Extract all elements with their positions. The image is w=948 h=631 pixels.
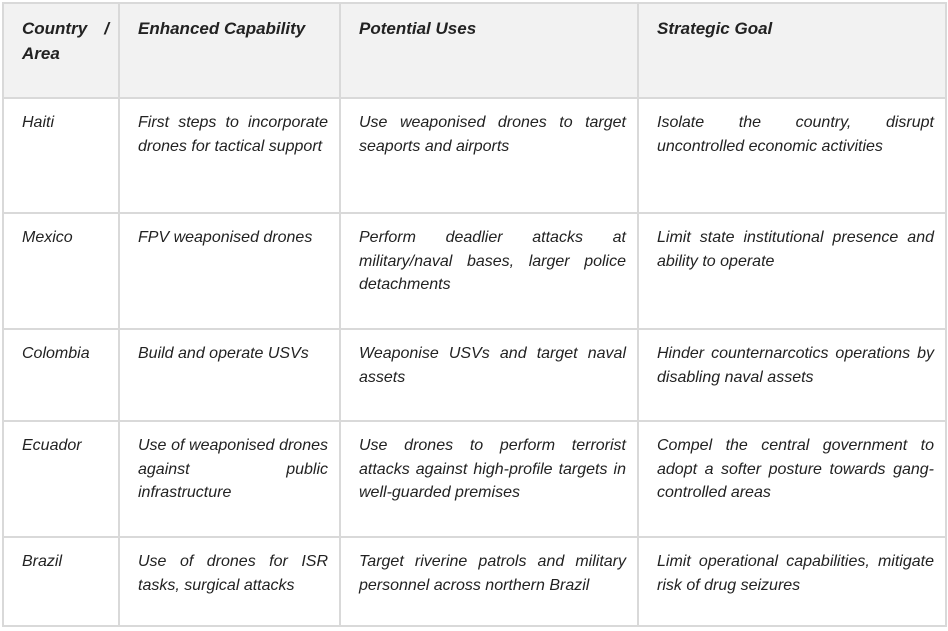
cell-goal: Limit operational capabilities, mitigate risk of drug seizures — [638, 537, 946, 626]
cell-uses: Use weaponised drones to target seaports and airports — [340, 98, 638, 213]
cell-goal: Hinder counternarcotics operations by disabling naval assets — [638, 329, 946, 421]
cell-goal: Isolate the country, disrupt uncontrolled economic activities — [638, 98, 946, 213]
cell-capability: Use of drones for ISR tasks, surgical attacks — [119, 537, 340, 626]
header-enhanced-capability: Enhanced Capability — [119, 3, 340, 98]
cell-uses: Use drones to perform terrorist attacks against high-profile targets in well-guarded premises — [340, 421, 638, 537]
cell-country: Ecuador — [3, 421, 119, 537]
cell-country: Colombia — [3, 329, 119, 421]
cell-uses: Perform deadlier attacks at military/naval bases, larger police detachments — [340, 213, 638, 329]
cell-uses: Weaponise USVs and target naval assets — [340, 329, 638, 421]
cell-goal: Compel the central government to adopt a softer posture towards gang-controlled areas — [638, 421, 946, 537]
header-potential-uses: Potential Uses — [340, 3, 638, 98]
cell-capability: Build and operate USVs — [119, 329, 340, 421]
table-row — [3, 213, 946, 329]
cell-goal: Limit state institutional presence and ability to operate — [638, 213, 946, 329]
capabilities-table — [2, 2, 947, 627]
header-country-label: Country — [22, 19, 88, 38]
cell-capability: FPV weaponised drones — [119, 213, 340, 329]
header-row — [3, 3, 946, 98]
cell-country: Haiti — [3, 98, 119, 213]
header-area-label: Area — [22, 44, 60, 63]
table-row — [3, 537, 946, 626]
header-country-area — [3, 3, 119, 98]
table-row — [3, 421, 946, 537]
cell-capability: First steps to incorporate drones for tactical support — [119, 98, 340, 213]
table-row — [3, 98, 946, 213]
header-country-slash: / — [104, 19, 109, 38]
table-row — [3, 329, 946, 421]
cell-country: Mexico — [3, 213, 119, 329]
cell-capability: Use of weaponised drones against public infrastructure — [119, 421, 340, 537]
cell-country: Brazil — [3, 537, 119, 626]
cell-uses: Target riverine patrols and military personnel across northern Brazil — [340, 537, 638, 626]
header-strategic-goal: Strategic Goal — [638, 3, 946, 98]
